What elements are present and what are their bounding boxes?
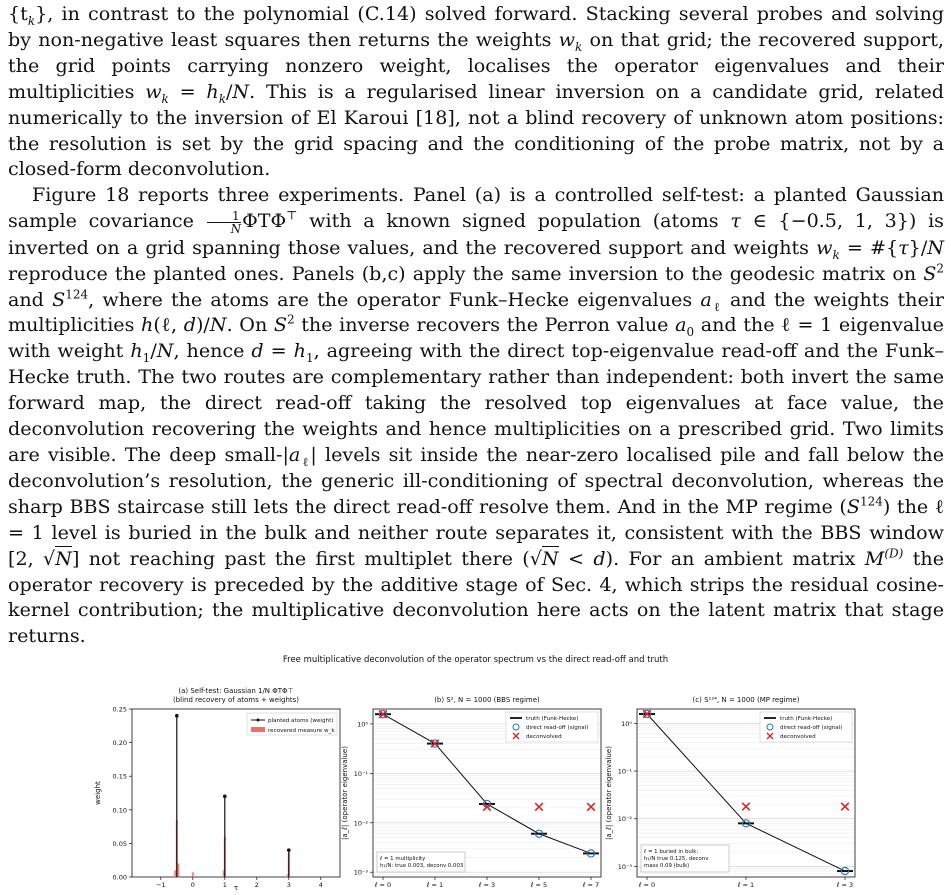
text: }, in contrast to the polynomial (C.14) solved forward. Stacking several probes and solving by non-negative least squares then returns the weights: [8, 2, 944, 51]
text: the inverse recovers the Perron value: [294, 313, 676, 337]
x-tick-label: 2: [254, 881, 259, 889]
math: d: [251, 339, 264, 363]
math: h: [141, 313, 154, 337]
math: N: [55, 546, 72, 570]
y-tick-label: 10⁻²: [353, 819, 368, 828]
recovered-bar: [177, 864, 179, 877]
text: , hence: [173, 339, 252, 363]
text: /: [150, 339, 157, 363]
math: k: [218, 91, 226, 106]
y-tick-label: 10⁻¹: [617, 767, 632, 776]
text: with a known signed population (atoms: [297, 209, 731, 233]
y-tick-label: 0.15: [112, 772, 127, 781]
text: and the ℓ = 1 eigenvalue with weight: [8, 313, 944, 363]
x-tick-label: ℓ = 5: [530, 881, 548, 889]
legend-text: deconvolved: [780, 734, 816, 740]
math: h: [206, 79, 219, 103]
text: ] not reaching past the first multiplet there (: [71, 546, 530, 570]
y-tick-label: 10⁻³: [617, 862, 632, 871]
annotation-text: ℓ = 1 buried in bulk:: [644, 849, 699, 855]
math: w: [816, 235, 833, 259]
recovered-bar: [192, 872, 194, 877]
math: k: [161, 91, 169, 106]
x-tick-label: ℓ = 0: [638, 881, 656, 889]
math: k: [27, 13, 36, 28]
figure-title: Free multiplicative deconvolution of the operator spectrum vs the direct read-off and truth: [282, 655, 669, 665]
panel-b-title: (b) S², N = 1000 (BBS regime): [434, 696, 540, 704]
y-tick-label: 0.10: [112, 806, 127, 815]
math: ℓ: [300, 454, 311, 469]
math: k: [575, 39, 583, 54]
math: 124: [859, 494, 883, 509]
x-tick-label: ℓ = 7: [582, 881, 600, 889]
y-tick-label: 10⁻¹: [353, 769, 368, 778]
deconv-marker: [841, 803, 849, 811]
x-tick-label: 3: [286, 881, 291, 889]
math: ⊤: [286, 208, 298, 223]
legend-text: truth (Funk-Hecke): [526, 716, 579, 722]
x-tick-label: ℓ = 3: [836, 881, 854, 889]
x-tick-label: ℓ = 0: [374, 881, 392, 889]
text: . This is a regularised linear inversion on a candidate grid, related numerically to the inversion of El Karoui [18], not a blind recovery of unknown atom positions: the resolution is set by the grid spacing and the conditioning of the probe matrix, not by a closed-form deconvolution.: [8, 79, 944, 181]
text: =: [263, 339, 294, 363]
x-axis-label: τ: [233, 884, 239, 891]
math: a: [700, 287, 712, 311]
y-axis-label: |a_ℓ| (operator eigenvalue): [341, 746, 349, 840]
math: S: [52, 287, 66, 311]
math: M: [864, 546, 885, 570]
math: S: [273, 313, 287, 337]
text: )/: [195, 313, 210, 337]
math: w: [558, 27, 576, 51]
paper-page: [8, 0, 944, 649]
legend-text: direct read-off (signal): [780, 725, 843, 731]
text: Figure 18 reports three experiments. Panel (a) is a controlled self-test: a planted Gaussian sample covariance: [8, 183, 944, 233]
text: <: [558, 546, 594, 570]
annotation-box: [377, 852, 465, 872]
text: = #{: [839, 235, 899, 259]
annotation-text: ℓ = 1 multiplicity: [380, 856, 426, 862]
text: on that grid; the recovered support, the grid points carrying nonzero weight, localises the operator eigenvalues and their multiplicities: [8, 27, 944, 103]
x-tick-label: ℓ = 1: [426, 881, 444, 889]
math: 0: [686, 325, 695, 340]
y-tick-label: 10⁻³: [353, 868, 368, 877]
text: =: [168, 79, 207, 103]
x-tick-label: −1: [156, 881, 166, 889]
text: }/: [908, 235, 928, 259]
text: ) the ℓ = 1 level is buried in the bulk and neither route separates it, consistent with the BBS window [2,: [8, 494, 944, 570]
math: N: [541, 546, 559, 570]
text: and: [8, 287, 53, 311]
text: , where the atoms are the operator Funk–Hecke eigenvalues: [88, 287, 701, 311]
text: , agreeing with the direct top-eigenvalue read-off and the Funk–Hecke truth. The two routes are complementary rather than independent: both invert the same forward map, the direct read-off taking the resolved top eigenvalues at face value, the deconvolution recovering the weights and hence multiplicities on a prescribed grid. Two limits are visible. The deep small-|: [8, 339, 944, 466]
math: 1: [142, 351, 151, 366]
text: | levels sit inside the near-zero localised pile and fall below the deconvolution’s resolution, the generic ill-conditioning of spectral deconvolution, whereas the sharp BBS staircase still lets the direct read-off resolve them. And in the MP regime (: [8, 443, 944, 518]
y-tick-label: 10⁰: [621, 719, 632, 728]
math: S: [846, 494, 860, 518]
numerator: 1: [207, 210, 242, 223]
math: a: [288, 443, 301, 466]
figure-18: [0, 650, 951, 891]
legend-marker: [257, 719, 260, 722]
text: /: [225, 79, 233, 103]
y-axis-label: weight: [94, 781, 102, 805]
annotation-text: mass 0.09 (bulk): [644, 863, 690, 869]
text: the operator recovery is preceded by the additive stage of Sec. 4, which strips the residual cosine-kernel contribution; the multiplicative deconvolution here acts on the latent matrix that stage returns.: [8, 546, 944, 648]
math: τ: [730, 209, 741, 233]
x-tick-label: ℓ = 3: [478, 881, 496, 889]
legend-text: truth (Funk-Hecke): [780, 716, 833, 722]
annotation-text: h₁/N true 0.125, deconv: [644, 856, 709, 862]
paragraph-1: [8, 1, 944, 182]
y-tick-label: 0.25: [112, 705, 127, 714]
math: (D): [884, 546, 904, 561]
panel-a-title: (a) Self-test: Gaussian 1/N ΦTΦ⊤: [178, 687, 294, 695]
text: ). For an ambient matrix: [605, 546, 865, 570]
deconv-marker: [587, 803, 595, 811]
x-tick-label: 0: [190, 881, 195, 889]
math: w: [145, 79, 162, 103]
math: N: [209, 313, 227, 337]
math: 124: [65, 287, 89, 302]
legend-text: planted atoms (weight): [268, 718, 334, 724]
math: N: [232, 79, 250, 103]
text: (ℓ,: [153, 313, 184, 337]
math: 1: [305, 351, 314, 366]
math: h: [130, 339, 143, 363]
annotation-text: h₁/N: true 0.003, deconv 0.003: [380, 863, 464, 869]
deconv-marker: [742, 803, 750, 811]
math: 2: [286, 313, 295, 328]
y-axis-label: |a_ℓ| (operator eigenvalue): [605, 746, 613, 840]
text: ∈ {−0.5, 1, 3}) is inverted on a grid spanning those values, and the recovered support and weights: [8, 209, 944, 259]
y-tick-label: 10⁰: [357, 720, 368, 729]
x-tick-label: 4: [318, 881, 323, 889]
fraction: [207, 210, 242, 235]
math: a: [675, 313, 687, 337]
math: τ: [898, 235, 909, 259]
y-tick-label: 0.20: [112, 739, 127, 748]
math: N: [927, 235, 944, 259]
figure-charts: [0, 650, 951, 891]
math: k: [832, 247, 840, 262]
math: S: [923, 261, 937, 285]
math: ΦTΦ: [242, 209, 287, 233]
planted-marker: [223, 795, 227, 799]
math: ℓ: [711, 299, 722, 314]
math: 2: [936, 261, 944, 276]
text: {t: [8, 2, 28, 25]
paragraph-2: Figure 18 reports three experiments. Panel (a) is a controlled self-test: a planted Gaussian sample covariance $\frac{1}{N}$ ΦTΦ⊤ with a known signed population (atoms τ ∈ {−0.5, 1, 3}) is inverted on a grid spanning those values, and the recovered support and weights $w_k$ = #{τ}/N reproduce the planted ones. Panels (b,c) apply the same inversion to the geodesic matrix on $S^2$ and $S^{124}$, where the atoms are the operator Funk–Hecke eigenvalues $a_\ell$ and the weights their multiplicities h(ℓ, d)/N. On $S^2$ the inverse recovers the Perron value $a_0$ and the ℓ = 1 eigenvalue with weight $h_1/N$, hence $d = h_1$, agreeing with the direct top-eigenvalue read-off and the Funk–Hecke truth. The two routes are complementary rather than independent: both invert the same forward map, the direct read-off taking the resolved top eigenvalues at face value, the deconvolution recovering the weights and hence multiplicities on a prescribed grid. Two limits are visible. The deep small-$|a_\ell|$ levels sit inside the near-zero localised pile and fall below the deconvolution’s resolution, the generic ill-conditioning of spectral deconvolution, whereas the sharp BBS staircase still lets the direct read-off resolve them. And in the MP regime $(S^{124})$ the ℓ = 1 level is buried in the bulk and neither route separates it, consistent with the BBS window [2, √N] not reaching past the first multiplet there (√N < d). For an ambient matrix $M^{(D)}$ the operator recovery is preceded by the additive stage of Sec. 4, which strips the residual cosine-kernel contribution; the multiplicative deconvolution here acts on the latent matrix that stage returns.: [8, 183, 944, 648]
math: d: [183, 313, 196, 337]
math: d: [593, 546, 606, 570]
y-tick-label: 0.05: [112, 839, 127, 848]
planted-marker: [175, 714, 179, 718]
panel-c-title: (c) S¹²⁴, N = 1000 (MP regime): [692, 696, 800, 704]
denominator: N: [230, 221, 242, 236]
text: reproduce the planted ones. Panels (b,c) apply the same inversion to the geodesic matrix on: [8, 261, 924, 285]
text: . On: [226, 313, 274, 337]
math: h: [293, 339, 306, 363]
legend-text: deconvolved: [526, 734, 562, 740]
text: and the weights their multiplicities: [8, 287, 944, 337]
y-tick-label: 0.00: [112, 873, 127, 882]
legend-text: direct read-off (signal): [526, 725, 589, 731]
x-tick-label: ℓ = 1: [737, 881, 755, 889]
y-tick-label: 10⁻²: [617, 815, 632, 824]
legend-text: recovered measure w_k: [268, 728, 335, 734]
deconv-marker: [535, 803, 543, 811]
legend-swatch: [251, 727, 265, 732]
math: N: [156, 339, 174, 363]
panel-a-subtitle: (blind recovery of atoms + weights): [172, 696, 300, 704]
planted-marker: [287, 848, 291, 852]
x-tick-label: 1: [222, 881, 227, 889]
